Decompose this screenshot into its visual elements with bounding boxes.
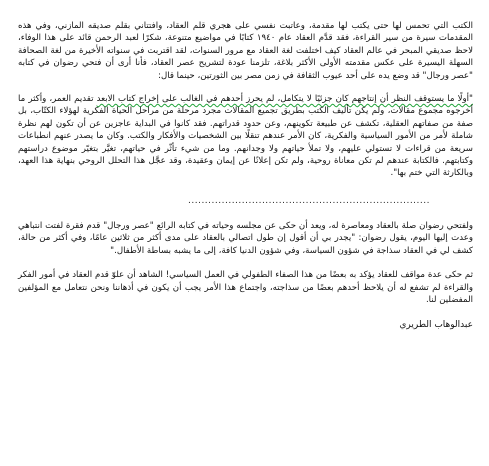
- paragraph-conclusion: ثم حكى عدة مواقف للعقاد يؤكد به بعضًا من هذا الصفاء الطفولي في العمل السياسي! الشاهد أن علوّ قدم العقاد في أمور الفكر والقراءة لم تشفع له أن يلاحظ أحدهم بعضًا من سذاجته، واجتماع هذا الأمر يجب أن يكون في أذهاننا ونحن نتعامل مع المؤلفين المفضلين لنا.: [18, 270, 473, 305]
- author-signature: عبدالوهاب الطريري: [399, 320, 473, 331]
- paragraph-intro: الكتب التي تحمس لها حتى يكتب لها مقدمة، وعاتبت نفسي على هجري قلم العقاد، وافتتاني بقلم صديقه المازني، وفي هذه المقدمات سيرة من سير القراءة، فقد قدَّم العقاد عام ١٩٤٠ كتابًا في مواضيع متنوعة، شكرًا لعبد الرحمن قائد على هذا الوفاء، لاحظ صديقي المبحر في عالم العقاد كيف اختلفت لغة العقاد مع مرور السنوات، لقد اقتربت في سنواته الأخيرة من لغة الصحافة السهلة اليسيرة على عكس مقدمته الأولى الأكثر بلاغة، تلزمنا عودة لتشريح عصر العقاد، فأنا أرى أن فتحي رضوان في كتابه "عصر ورجال" قد وضع يده على أحد عيوب الثقافة في زمن مصر بين الثورتين، حينما قال:: [18, 21, 473, 81]
- dotted-separator: ........................................................................: [188, 195, 430, 206]
- quote-body-text: تقديم العمر، وأكثر ما أخرجوه مجموع مقالات، ولم يكن تأليف الكتب بطريق تجميع المقالات مجرد مرحلة من مراحل الحياة الفكرية لهؤلاء الكتّاب، بل صفة من صفاتهم العقلية، تكشف عن طبيعة تكوينهم، وعن حدود قدراتهم. فقد كانوا في البداية عاجزين عن أن تكون لهم نظرة شاملة لأمر من الأمور السياسية والفكرية، كان الأمر عندهم تنقلًا بين الشخصيات والأفكار والكتب. وكان ما يصدر عنهم انطباعات سريعة من قراءات لا تستولي عليهم، ولا تملأ حياتهم ولا وجدانهم. وما من شيء تأثّر في حياتهم، تغيَّر بتغيّر موضوع دراستهم وكتابتهم. فالكتابة عندهم لم تكن معاناة روحية، ولم تكن إعلانًا عن إيمان وعقيدة، وقد عجَّل هذا التحلل الروحي بنهاية هذا العهد، وبالكارثة التي ختم بها".: [18, 94, 473, 179]
- paragraph-quote: [18, 93, 473, 180]
- spellcheck-underlined-sentence: "أولًا ما يستوقف النظر أن إنتاجهم كان جزئيًا لا يتكامل، لم يحرز أحدهم في الغالب على إخراج كتاب الابعد: [96, 94, 473, 105]
- paragraph-radwan: ولفتحي رضوان صلة بالعقاد ومعاصرة له، ويعد أن حكى عن مجلسه وحياته في كتابه الرائع "عصر ورجال" قدم فقرة لفتت انتباهي وعدت إليها اليوم، يقول رضوان: "يجدر بي أن أقول إن طول اتصالي بالعقاد على مدى أكثر من ثلاثين عامًا، وفي أكثر من حالة، كشف لي في العقاد سذاجة في شؤون السياسة، وفي شؤون الدنيا كافة، إلى ما يشبه بساطة الأطفال.": [18, 220, 473, 256]
